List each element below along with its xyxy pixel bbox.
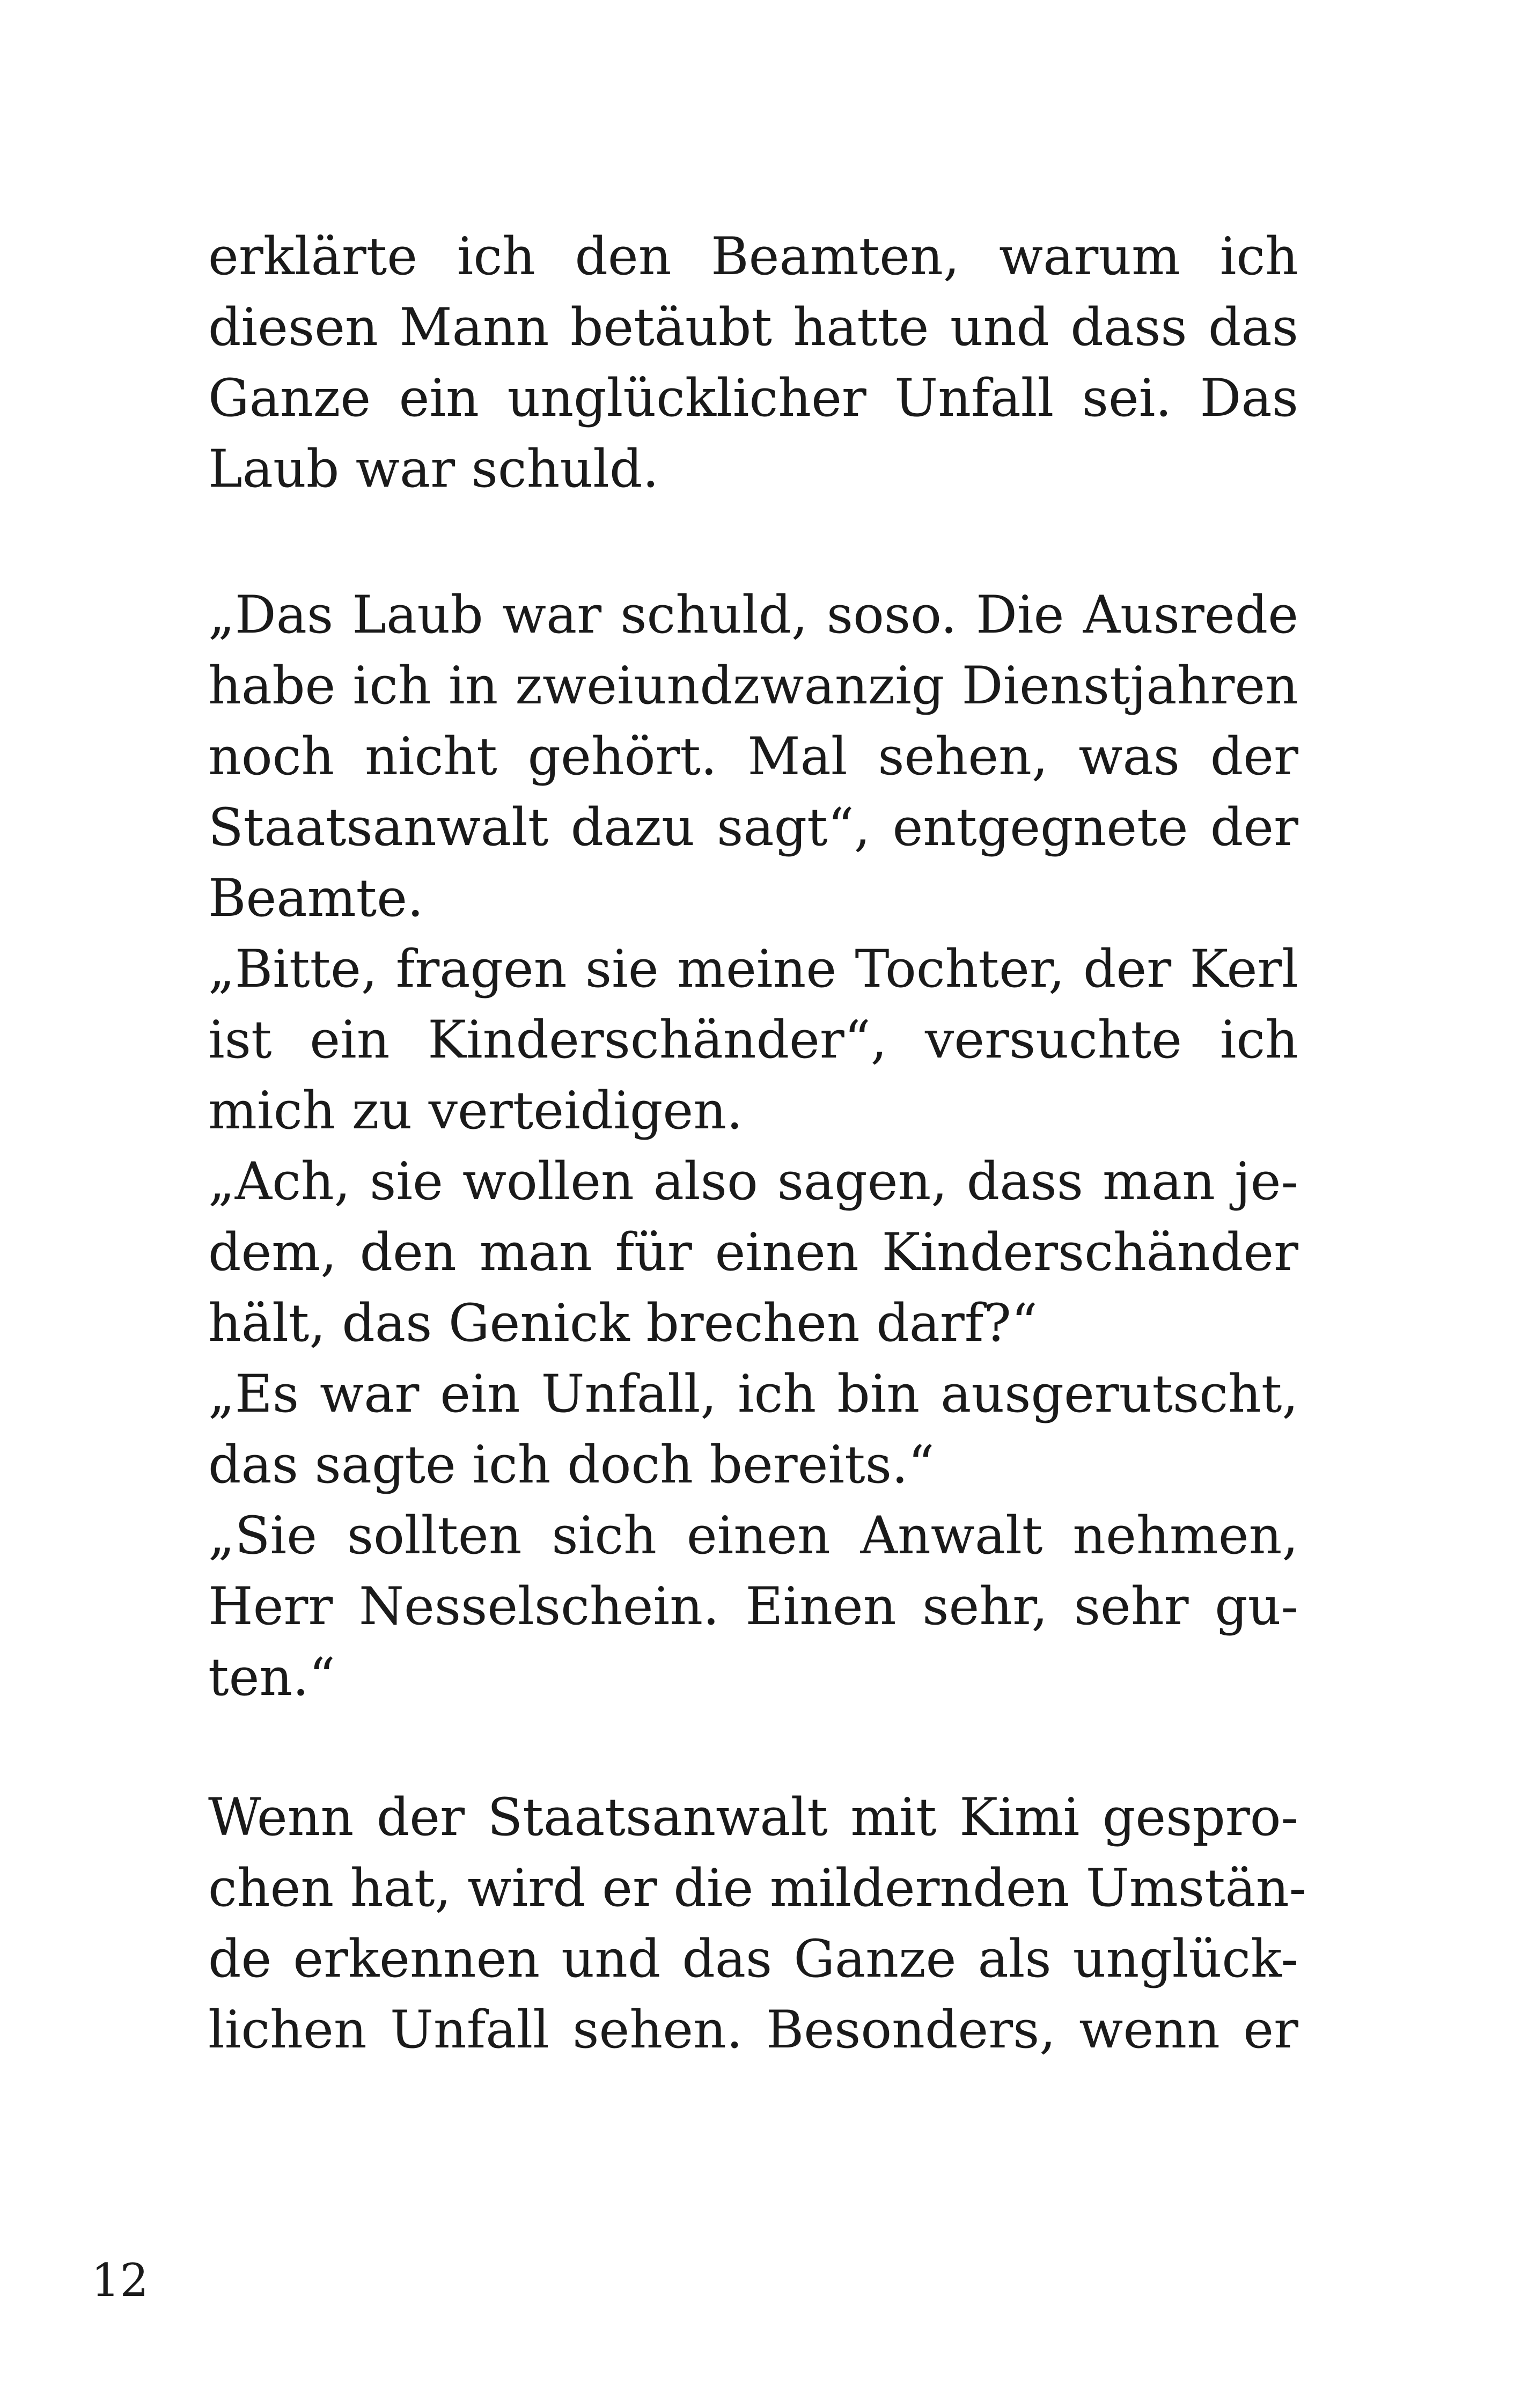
text-line: noch nicht gehört. Mal sehen, was der: [208, 726, 1298, 787]
paragraph-3: [208, 1782, 1307, 2065]
text-line: ist ein Kinderschänder“, versuchte ich: [208, 1010, 1298, 1070]
text-line: „Ach, sie wollen also sagen, dass man je-: [208, 1151, 1298, 1212]
text-line: „Sie sollten sich einen Anwalt nehmen,: [208, 1506, 1298, 1566]
text-line: Herr Nesselschein. Einen sehr, sehr gu-: [208, 1576, 1298, 1636]
page-number: 12: [91, 2254, 149, 2307]
text-line: „Das Laub war schuld, soso. Die Ausrede: [208, 585, 1298, 645]
text-line: „Bitte, fragen sie meine Tochter, der Kerl: [208, 939, 1298, 999]
text-line: habe ich in zweiundzwanzig Dienstjahren: [208, 656, 1298, 716]
text-line: Wenn der Staatsanwalt mit Kimi gespro-: [208, 1787, 1298, 1847]
text-line: Staatsanwalt dazu sagt“, entgegnete der: [208, 797, 1298, 857]
paragraph-2-dialogue: [208, 579, 1298, 1713]
text-line: erklärte ich den Beamten, warum ich: [208, 226, 1298, 287]
text-line: de erkennen und das Ganze als unglück-: [208, 1929, 1298, 1989]
text-line: mich zu verteidigen.: [208, 1081, 743, 1141]
text-line: das sagte ich doch bereits.“: [208, 1435, 935, 1495]
text-line: hält, das Genick brechen darf?“: [208, 1293, 1038, 1353]
paragraph-1: [208, 221, 1298, 504]
text-line: lichen Unfall sehen. Besonders, wenn er: [208, 2000, 1298, 2060]
text-line: Laub war schuld.: [208, 439, 659, 499]
text-line: „Es war ein Unfall, ich bin ausgerutscht,: [208, 1364, 1298, 1424]
text-line: Ganze ein unglücklicher Unfall sei. Das: [208, 368, 1298, 428]
text-line: chen hat, wird er die mildernden Umstän-: [208, 1858, 1307, 1918]
text-line: diesen Mann betäubt hatte und dass das: [208, 297, 1298, 357]
text-line: ten.“: [208, 1647, 335, 1707]
text-line: Beamte.: [208, 868, 424, 928]
text-line: dem, den man für einen Kinderschänder: [208, 1222, 1298, 1282]
